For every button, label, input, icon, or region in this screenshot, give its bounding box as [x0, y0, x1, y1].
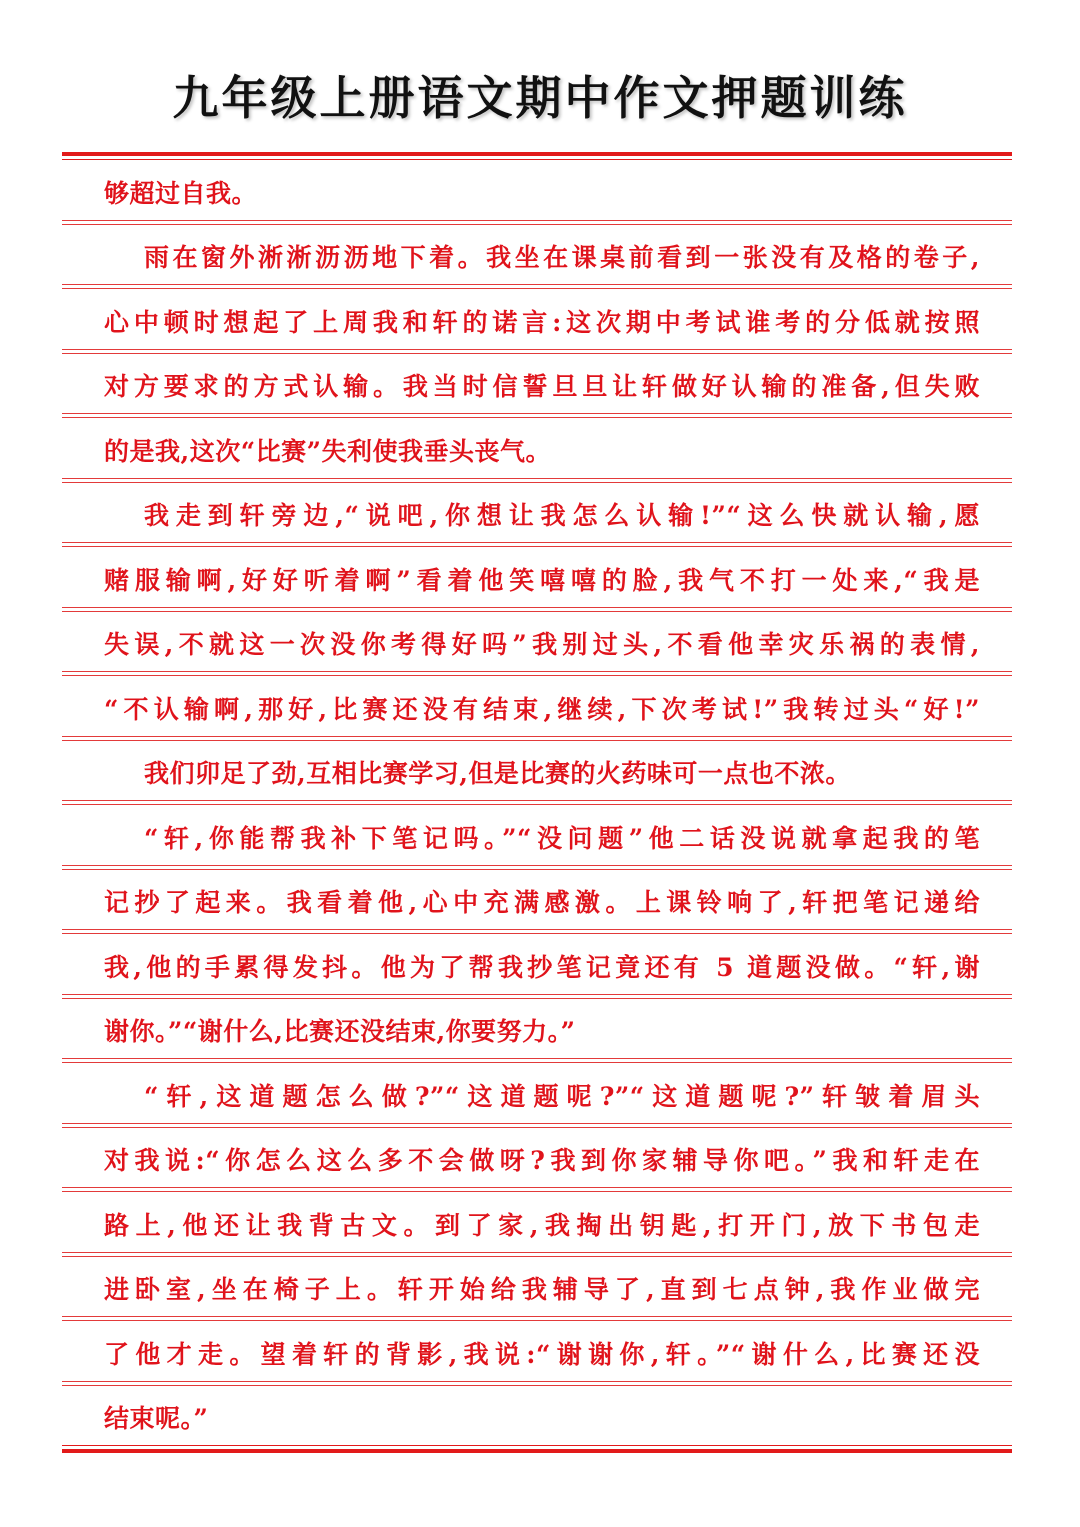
essay-line-text: 记抄了起来。我看着他,心中充满感激。上课铃响了,轩把笔记递给: [104, 888, 980, 917]
essay-body: [62, 160, 1012, 1450]
essay-line: [62, 354, 1012, 419]
essay-line: [62, 1321, 1012, 1386]
essay-line-text: 我,他的手累得发抖。他为了帮我抄笔记竟还有 5 道题没做。“轩,谢: [104, 952, 980, 982]
essay-line: [62, 1257, 1012, 1322]
essay-line: [62, 547, 1012, 612]
essay-line-text: “轩,这道题怎么做?”“这道题呢?”“这道题呢?”轩皱着眉头: [144, 1081, 980, 1111]
essay-line-text: “不认输啊,那好,比赛还没有结束,继续,下次考试!”我转过头“好!”: [104, 694, 980, 724]
bottom-rule: [62, 1445, 1012, 1455]
essay-line-text: 路上,他还让我背古文。到了家,我掏出钥匙,打开门,放下书包走: [104, 1210, 980, 1240]
essay-line-text: 我们卯足了劲,互相比赛学习,但是比赛的火药味可一点也不浓。: [144, 759, 851, 788]
page-title: 九年级上册语文期中作文押题训练: [172, 71, 908, 125]
essay-line: [62, 160, 1012, 225]
essay-line-text: 对我说:“你怎么这么多不会做呀?我到你家辅导你吧。”我和轩走在: [104, 1146, 980, 1175]
essay-line: [62, 805, 1012, 870]
essay-line-text: 赌服输啊,好好听着啊”看着他笑嘻嘻的脸,我气不打一处来,“我是: [104, 565, 980, 595]
essay-line-text: 进卧室,坐在椅子上。轩开始给我辅导了,直到七点钟,我作业做完: [104, 1275, 980, 1304]
essay-line: [62, 483, 1012, 548]
essay-line-text: “轩,你能帮我补下笔记吗。”“没问题”他二话没说就拿起我的笔: [144, 823, 980, 853]
essay-line: [62, 870, 1012, 935]
essay-line: [62, 1063, 1012, 1128]
essay-line-text: 雨在窗外淅淅沥沥地下着。我坐在课桌前看到一张没有及格的卷子,: [144, 243, 980, 272]
essay-line: [62, 1128, 1012, 1193]
essay-line: [62, 1192, 1012, 1257]
essay-line-text: 的是我,这次“比赛”失利使我垂头丧气。: [104, 436, 551, 466]
essay-line-text: 了他才走。望着轩的背影,我说:“谢谢你,轩。”“谢什么,比赛还没: [104, 1339, 980, 1369]
essay-line-text: 失误,不就这一次没你考得好吗”我别过头,不看他幸灾乐祸的表情,: [104, 630, 980, 659]
essay-line: [62, 289, 1012, 354]
essay-line: [62, 999, 1012, 1064]
essay-line-text: 够超过自我。: [104, 178, 258, 208]
essay-line: [62, 1386, 1012, 1451]
essay-line-text: 我走到轩旁边,“说吧,你想让我怎么认输!”“这么快就认输,愿: [144, 501, 980, 530]
essay-line: [62, 934, 1012, 999]
essay-line: [62, 741, 1012, 806]
essay-line: [62, 225, 1012, 290]
essay-line-text: 结束呢。”: [104, 1404, 209, 1433]
essay-line-text: 心中顿时想起了上周我和轩的诺言:这次期中考试谁考的分低就按照: [104, 307, 980, 337]
essay-line-text: 谢你。”“谢什么,比赛还没结束,你要努力。”: [104, 1017, 576, 1046]
essay-line-text: 对方要求的方式认输。我当时信誓旦旦让轩做好认输的准备,但失败: [104, 372, 980, 401]
essay-line: [62, 612, 1012, 677]
essay-line: [62, 676, 1012, 741]
essay-line: [62, 418, 1012, 483]
